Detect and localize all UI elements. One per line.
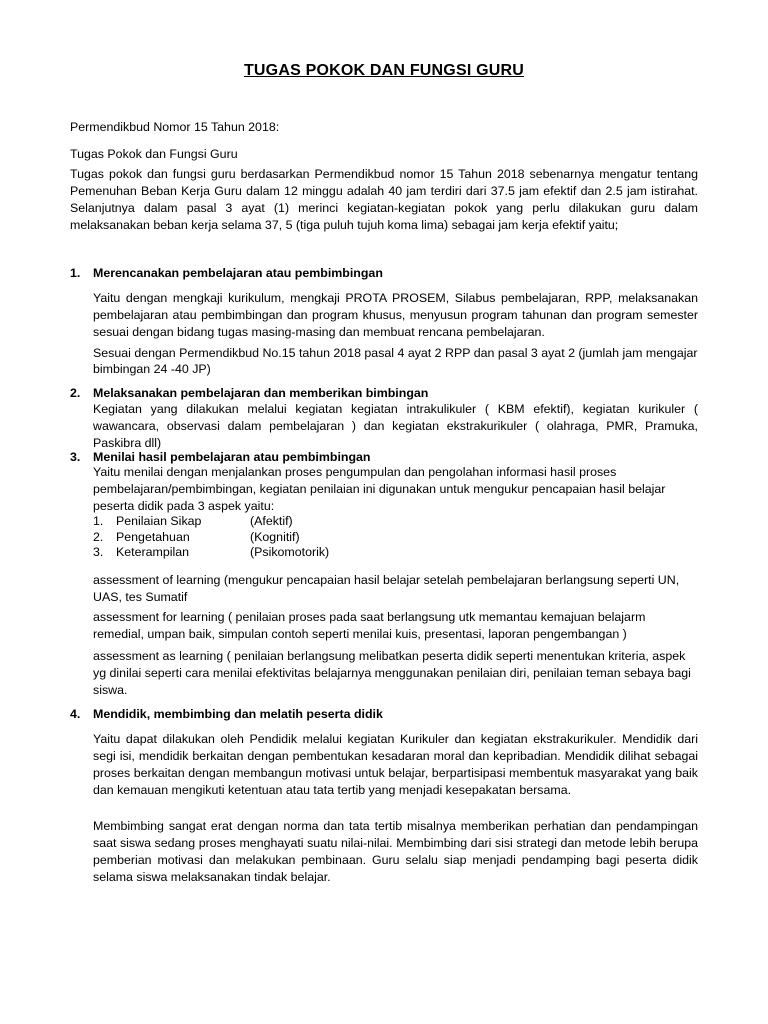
section-number: 3. [70,450,81,464]
section-number: 1. [70,266,81,280]
aspect-label: Penilaian Sikap [116,514,202,528]
section-heading-text: Menilai hasil pembelajaran atau pembimbingan [93,450,371,464]
section-4-paragraph-2: Membimbing sangat erat dengan norma dan tata tertib misalnya memberikan perhatian dan pendampingan saat siswa sedang proses menghayati suatu nilai-nilai. Membimbing dari sisi strategi dan metode lebih berupa pemberian motivasi dan melakukan pembinaan. Guru selalu siap menjadi pendamping bagi peserta didik selama siswa melaksanakan tindak belajar. [93,819,698,884]
section-1-paragraph-2: Sesuai dengan Permendikbud No.15 tahun 2018 pasal 4 ayat 2 RPP dan pasal 3 ayat 2 (jumlah jam mengajar bimbingan 24 -40 JP) [93,346,698,376]
section-3-paragraph-1: Yaitu menilai dengan menjalankan proses pengumpulan dan pengolahan informasi hasil proses pembelajaran/pembimbingan, kegiatan penilaian ini digunakan untuk mengukur pencapaian hasil belajar peserta didik pada 3 aspek yaitu: [93,465,666,513]
aspect-number: 2. [93,530,104,544]
intro-paragraph: Tugas pokok dan fungsi guru berdasarkan Permendikbud nomor 15 Tahun 2018 sebenarnya mengatur tentang Pemenuhan Beban Kerja Guru dalam 12 minggu adalah 40 jam terdiri dari 37.5 jam efektif dan 2.5 jam istirahat. Selanjutnya dalam pasal 3 ayat (1) merinci kegiatan-kegiatan pokok yang perlu dilakukan guru dalam melaksanakan beban kerja selama 37, 5 (tiga puluh tujuh koma lima) sebagai jam kerja efektif yaitu; [70,167,698,232]
section-heading-1 [70,265,698,281]
assessment-for-learning: assessment for learning ( penilaian proses pada saat berlangsung utk memantau kemajuan belajarm remedial, umpan baik, simpulan contoh seperti menilai kuis, presentasi, laporan pengembangan ) [93,610,646,641]
aspect-item [93,513,493,529]
section-1-paragraph-1: Yaitu dengan mengkaji kurikulum, mengkaji PROTA PROSEM, Silabus pembelajaran, RPP, melaksanakan pembelajaran atau pembimbingan dan program khusus, menyusun program tahunan dan program semester sesuai dengan bidang tugas masing-masing dan membuat rencana pembelajaran. [93,291,698,339]
aspect-item [93,544,493,560]
aspect-value: (Kognitif) [250,530,300,544]
aspect-value: (Afektif) [250,514,293,528]
section-heading-text: Merencanakan pembelajaran atau pembimbingan [93,266,383,280]
intro-subtitle: Tugas Pokok dan Fungsi Guru [70,147,238,161]
section-heading-4 [70,706,698,722]
assessment-as-learning: assessment as learning ( penilaian berlangsung melibatkan peserta didik seperti menentukan kriteria, aspek yg dinilai seperti cara menilai efektivitas belajarnya menggunakan penilaian diri, penilaian teman sebaya bagi siswa. [93,649,691,697]
aspect-label: Keterampilan [116,545,190,559]
aspect-number: 3. [93,545,104,559]
section-heading-3 [70,449,698,465]
section-number: 4. [70,707,81,721]
section-number: 2. [70,386,81,400]
aspect-label: Pengetahuan [116,530,190,544]
aspect-number: 1. [93,514,104,528]
page-title: TUGAS POKOK DAN FUNGSI GURU [243,62,525,79]
section-heading-2 [70,385,698,401]
aspect-item [93,529,493,545]
regulation-line: Permendikbud Nomor 15 Tahun 2018: [70,120,280,134]
section-4-paragraph-1: Yaitu dapat dilakukan oleh Pendidik melalui kegiatan Kurikuler dan kegiatan ekstrakurikuler. Mendidik dari segi isi, mendidik berkaitan dengan pembentukan kesadaran moral dan kepribadian. Mendidik dilihat sebagai proses berkaitan dengan membangun motivasi untuk belajar, berpartisipasi membentuk masyarakat yang baik dan kemauan mengikuti ketentuan atau tata tertib yang menjadi kesepakatan bersama. [93,732,698,797]
assessment-of-learning: assessment of learning (mengukur pencapaian hasil belajar setelah pembelajaran berlangsung seperti UN, UAS, tes Sumatif [93,573,680,604]
section-heading-text: Melaksanakan pembelajaran dan memberikan bimbingan [93,386,429,400]
aspect-value: (Psikomotorik) [250,545,330,559]
section-heading-text: Mendidik, membimbing dan melatih peserta didik [93,707,383,721]
section-2-paragraph-1: Kegiatan yang dilakukan melalui kegiatan kegiatan intrakulikuler ( KBM efektif), kegiatan kurikuler ( wawancara, observasi dalam pembelajaran ) dan kegiatan ekstrakurikuler ( olahraga, PMR, Pramuka, Paskibra dll) [93,402,698,450]
